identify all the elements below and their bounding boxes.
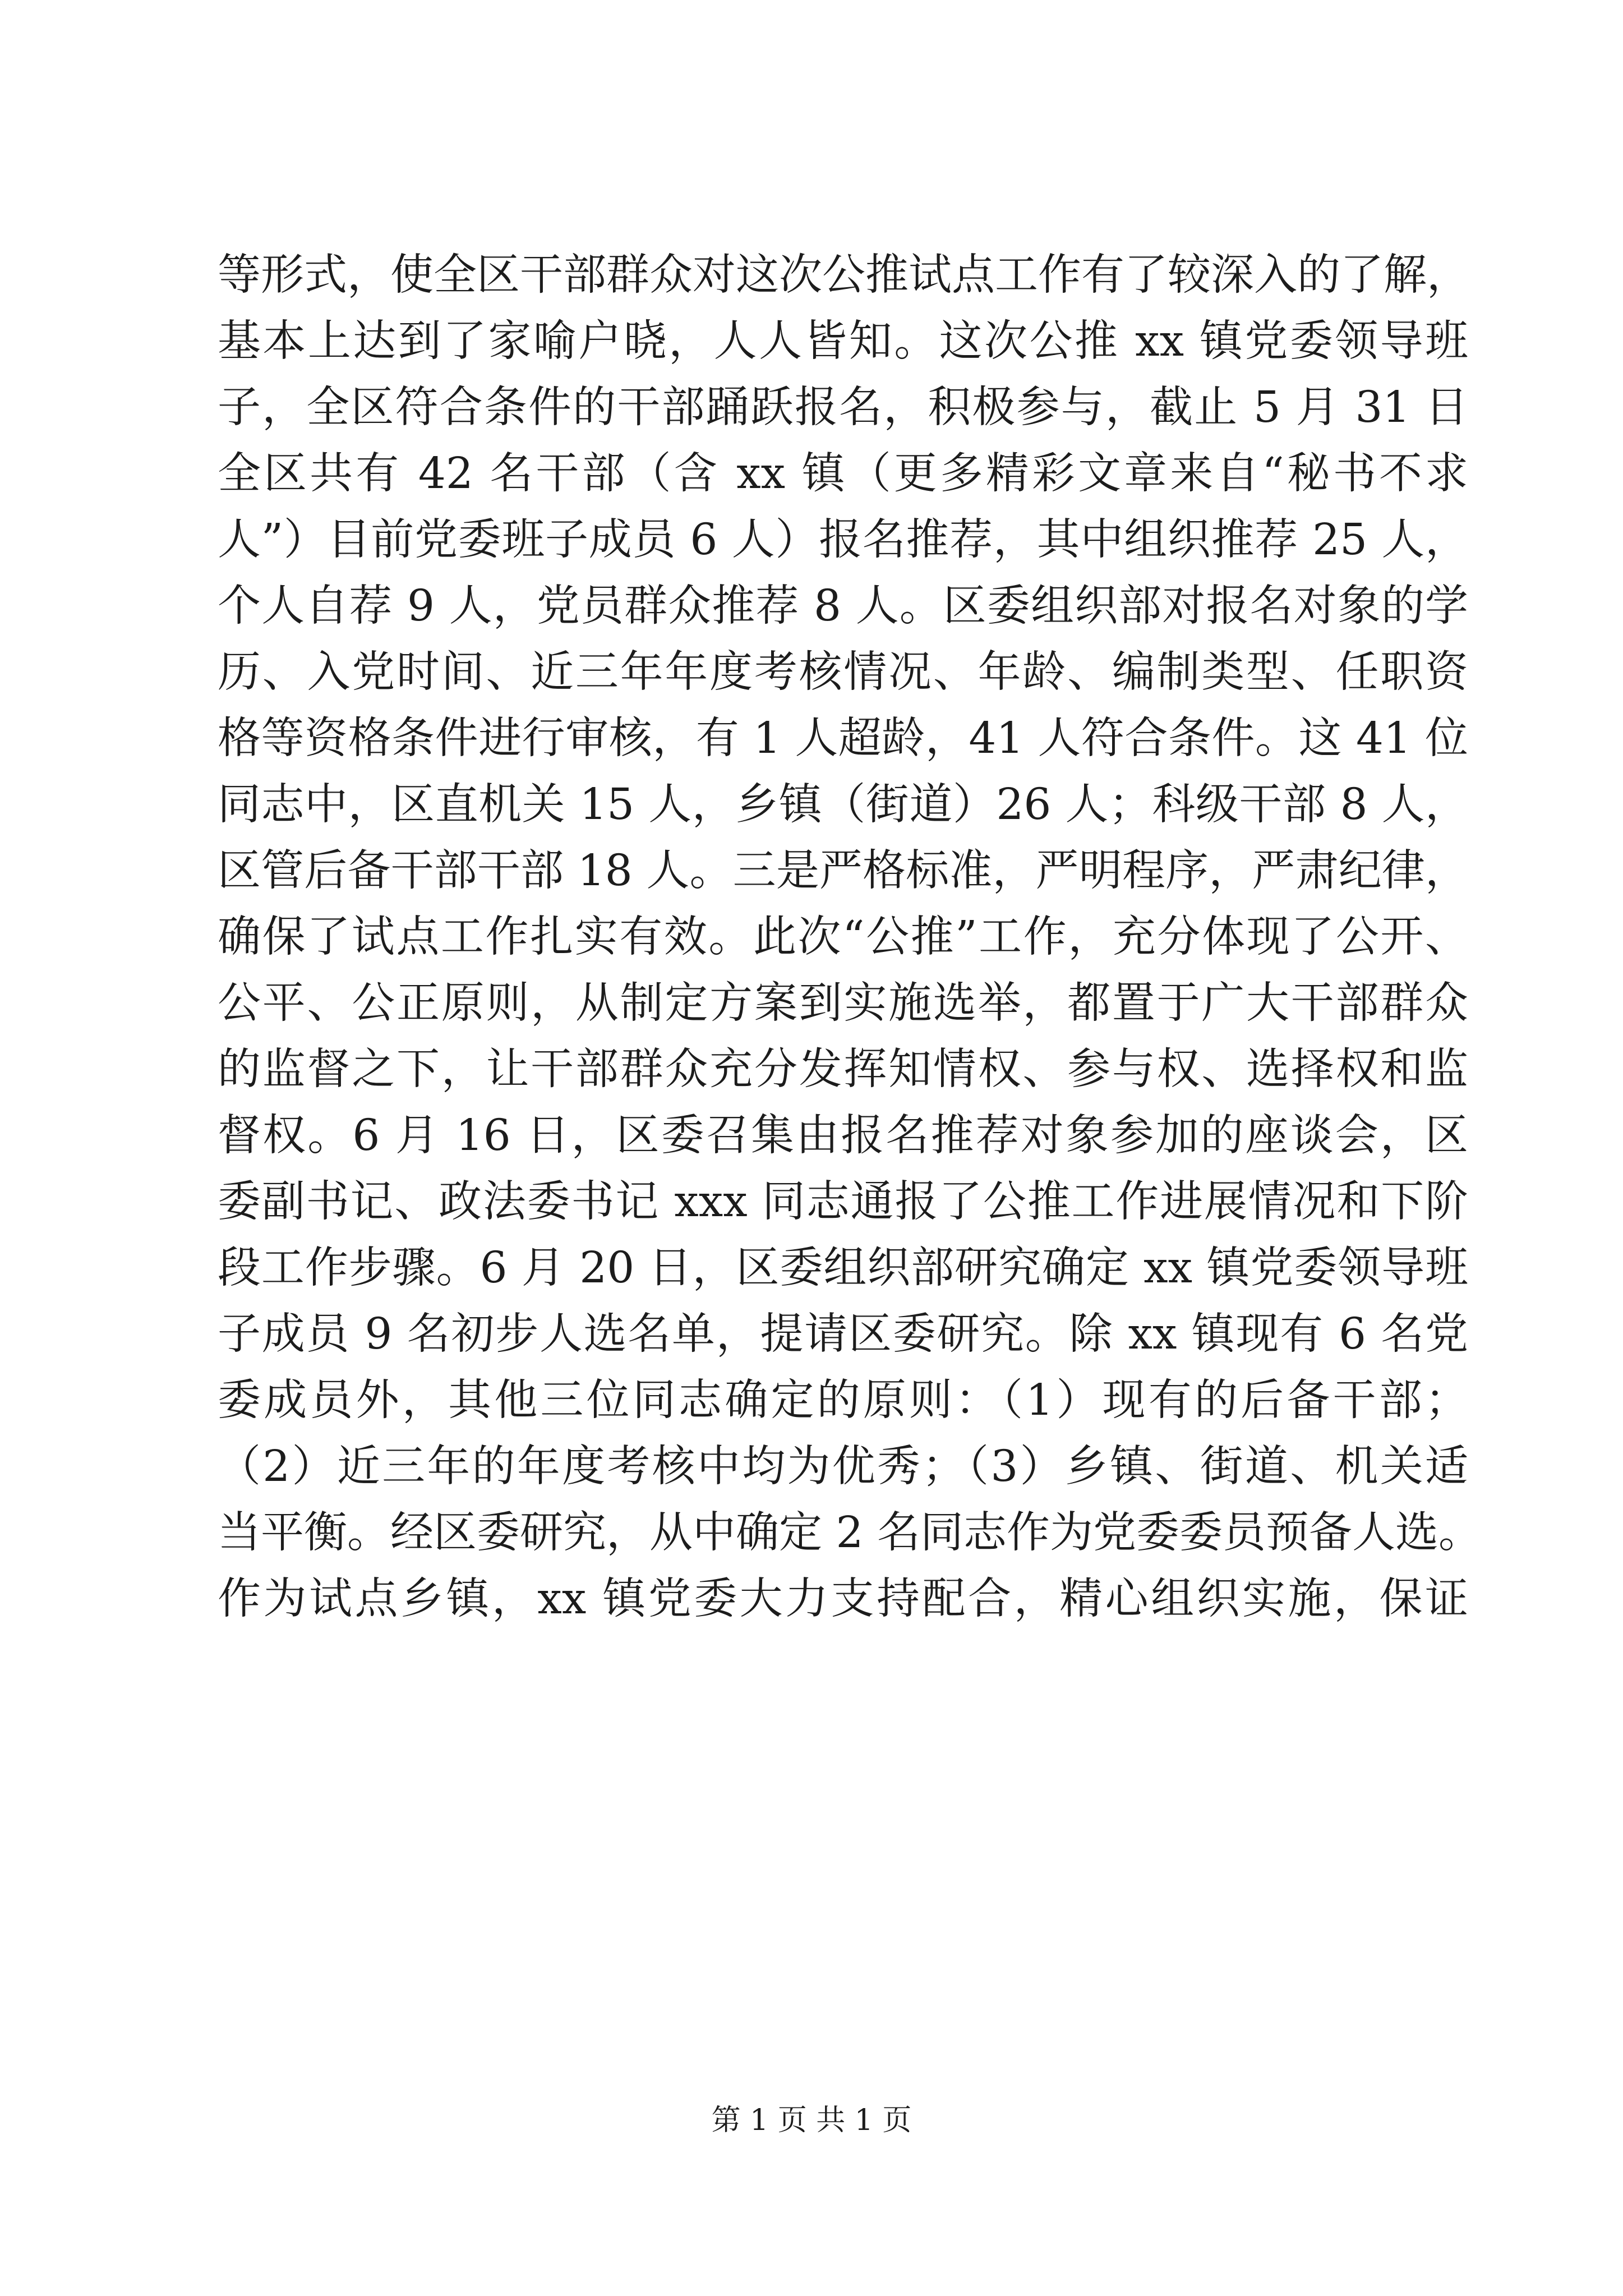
page-footer <box>0 2101 1623 2140</box>
text-line: 的监督之下，让干部群众充分发挥知情权、参与权、选择权和监 <box>218 1045 1468 1094</box>
text-line: 人”）目前党委班子成员 6 人）报名推荐，其中组织推荐 25 人， <box>218 515 1468 565</box>
text-line: 委副书记、政法委书记 xxx 同志通报了公推工作进展情况和下阶 <box>218 1177 1468 1227</box>
text-line: 段工作步骤。6 月 20 日，区委组织部研究确定 xx 镇党委领导班 <box>218 1243 1468 1293</box>
text-line: 子成员 9 名初步人选名单，提请区委研究。除 xx 镇现有 6 名党 <box>218 1309 1468 1359</box>
text-line: 同志中，区直机关 15 人，乡镇（街道）26 人；科级干部 8 人， <box>218 780 1468 830</box>
page-number-label: 第 1 页 共 1 页 <box>711 2104 912 2137</box>
text-line: 当平衡。经区委研究，从中确定 2 名同志作为党委委员预备人选。 <box>218 1508 1482 1558</box>
text-line: 等形式，使全区干部群众对这次公推试点工作有了较深入的了解， <box>218 250 1470 300</box>
text-line: 区管后备干部干部 18 人。三是严格标准，严明程序，严肃纪律， <box>218 846 1468 896</box>
text-line: 格等资格条件进行审核，有 1 人超龄，41 人符合条件。这 41 位 <box>218 714 1468 763</box>
text-line: 基本上达到了家喻户晓，人人皆知。这次公推 xx 镇党委领导班 <box>218 316 1468 366</box>
text-line: 子，全区符合条件的干部踊跃报名，积极参与，截止 5 月 31 日 <box>218 383 1468 432</box>
text-line: 督权。6 月 16 日，区委召集由报名推荐对象参加的座谈会，区 <box>218 1111 1468 1161</box>
text-line: 作为试点乡镇，xx 镇党委大力支持配合，精心组织实施，保证 <box>218 1574 1468 1624</box>
text-line: 确保了试点工作扎实有效。此次“公推”工作，充分体现了公开、 <box>218 912 1468 962</box>
text-line: 委成员外，其他三位同志确定的原则：（1）现有的后备干部； <box>218 1375 1468 1425</box>
text-line: 公平、公正原则，从制定方案到实施选举，都置于广大干部群众 <box>218 978 1468 1028</box>
body-text <box>218 242 1482 1632</box>
text-line: 个人自荐 9 人，党员群众推荐 8 人。区委组织部对报名对象的学 <box>218 581 1468 631</box>
text-line: 全区共有 42 名干部（含 xx 镇（更多精彩文章来自“秘书不求 <box>218 449 1468 499</box>
text-line: 历、入党时间、近三年年度考核情况、年龄、编制类型、任职资 <box>218 647 1468 697</box>
text-line: （2）近三年的年度考核中均为优秀；（3）乡镇、街道、机关适 <box>218 1442 1468 1492</box>
